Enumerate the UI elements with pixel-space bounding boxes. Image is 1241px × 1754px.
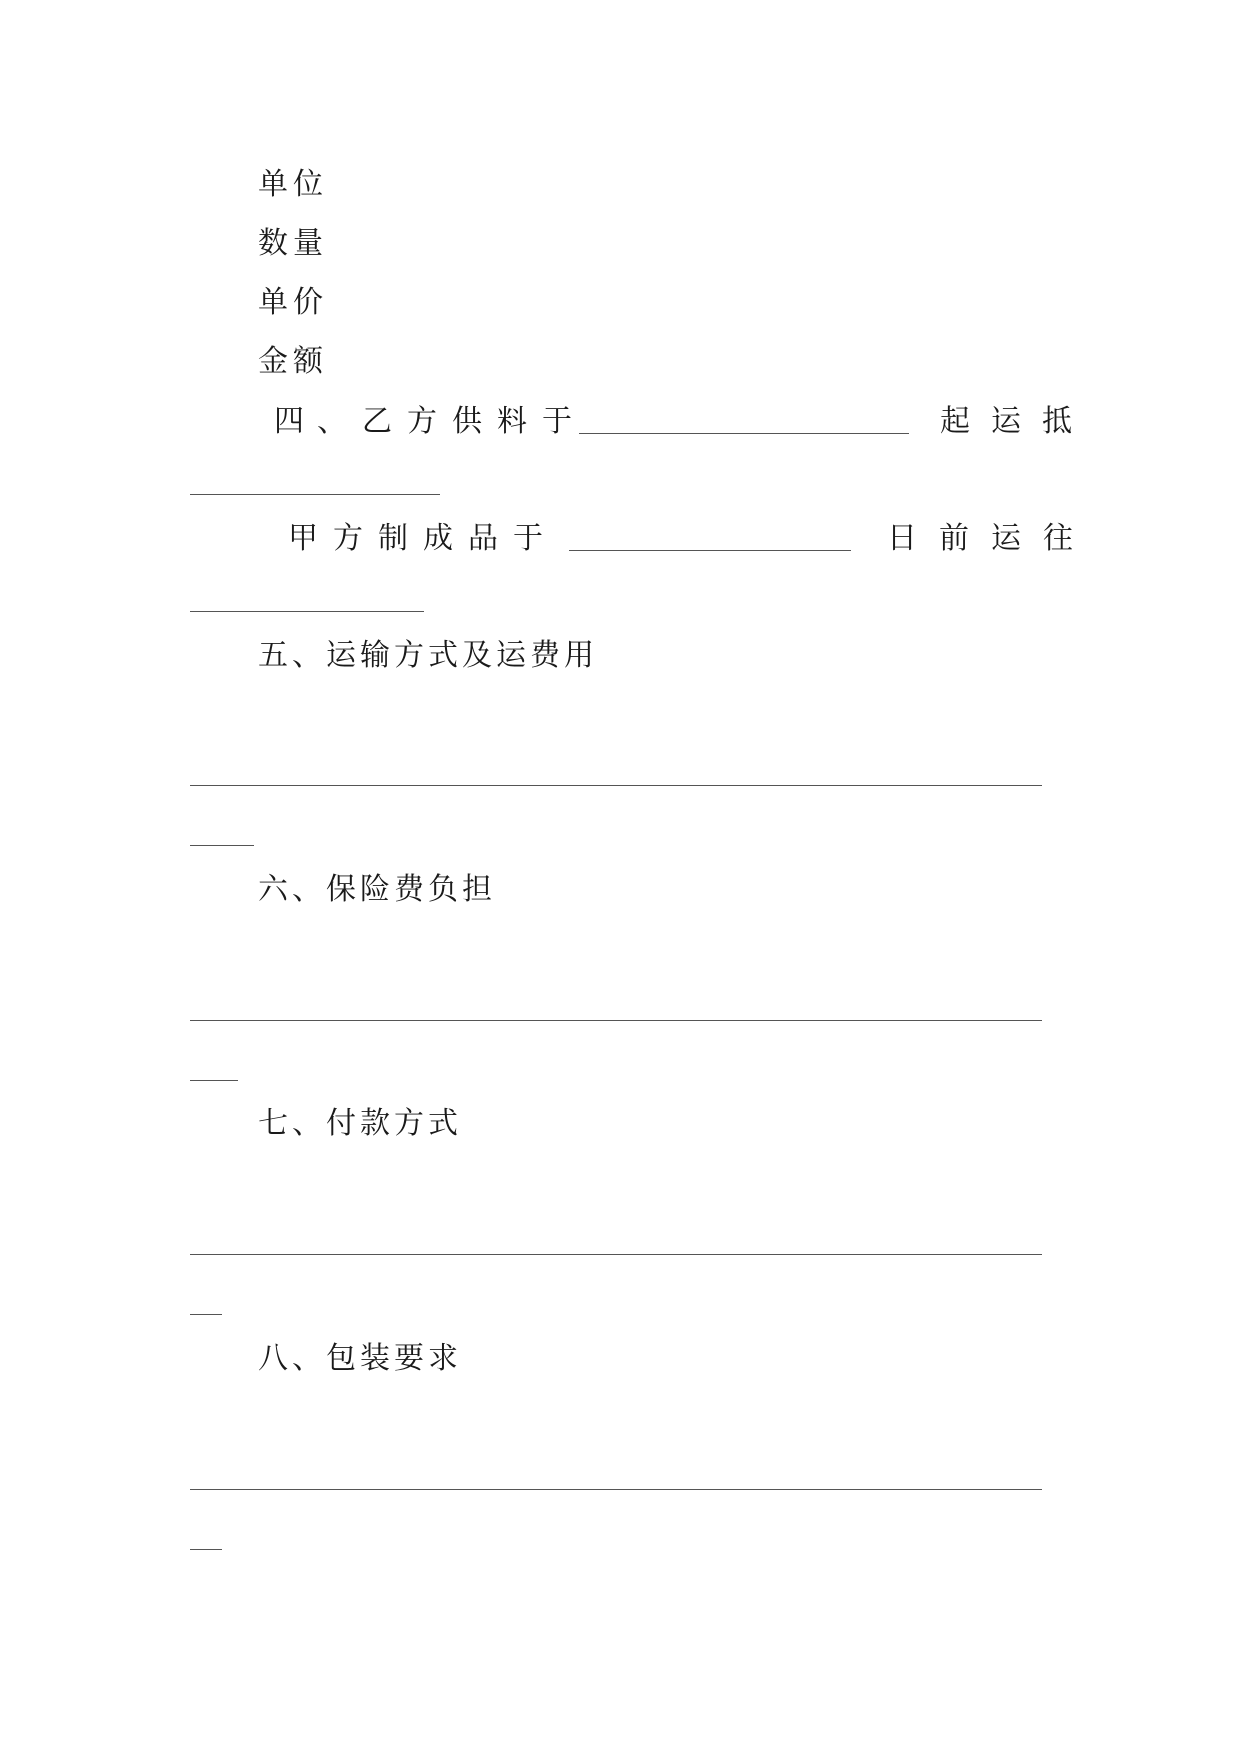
clause4-line2-char: 方 — [333, 521, 363, 556]
clause4-line1-tail-char: 运 — [991, 404, 1021, 439]
clause8-title: 八、包装要求 — [258, 1341, 462, 1376]
clause4-line1-char: 四 — [274, 404, 304, 439]
label-unit: 单位 — [258, 167, 328, 202]
clause4-line1-tail-char: 起 — [940, 404, 970, 439]
label-quantity: 数量 — [258, 226, 328, 261]
clause5-answer-line-end[interactable] — [190, 845, 254, 846]
clause4-line2-char: 制 — [378, 521, 408, 556]
clause4-destination-blank[interactable] — [190, 494, 440, 495]
clause8-answer-line-end[interactable] — [190, 1549, 222, 1550]
clause7-title: 七、付款方式 — [258, 1106, 462, 1141]
clause4-line2-char: 成 — [423, 521, 453, 556]
clause4-line2-char: 于 — [513, 521, 543, 556]
clause4-line2-tail-char: 前 — [939, 521, 969, 556]
clause6-title: 六、保险费负担 — [258, 872, 496, 907]
clause4-line2-char: 甲 — [288, 521, 318, 556]
clause6-answer-line-end[interactable] — [190, 1080, 238, 1081]
clause4-line2-tail-char: 日 — [887, 521, 917, 556]
clause4-delivery-place-blank[interactable] — [190, 611, 424, 612]
clause4-supply-date-blank[interactable] — [579, 433, 909, 434]
clause4-line1-char: 、 — [317, 404, 347, 439]
clause4-line1-char: 乙 — [362, 404, 392, 439]
clause4-line1-char: 料 — [497, 404, 527, 439]
clause4-line1-char: 供 — [452, 404, 482, 439]
clause4-line1-tail-char: 抵 — [1042, 404, 1072, 439]
clause4-delivery-date-blank[interactable] — [569, 550, 851, 551]
clause7-answer-line[interactable] — [190, 1254, 1042, 1255]
clause4-line1-char: 于 — [542, 404, 572, 439]
clause5-title: 五、运输方式及运费用 — [258, 638, 598, 673]
clause4-line1-char: 方 — [407, 404, 437, 439]
clause6-answer-line[interactable] — [190, 1020, 1042, 1021]
label-unit-price: 单价 — [258, 285, 328, 320]
clause4-line2-tail-char: 往 — [1043, 521, 1073, 556]
label-amount: 金额 — [258, 344, 328, 379]
clause8-answer-line[interactable] — [190, 1489, 1042, 1490]
clause5-answer-line[interactable] — [190, 785, 1042, 786]
clause4-line2-tail-char: 运 — [991, 521, 1021, 556]
clause4-line2-char: 品 — [468, 521, 498, 556]
clause7-answer-line-end[interactable] — [190, 1314, 222, 1315]
